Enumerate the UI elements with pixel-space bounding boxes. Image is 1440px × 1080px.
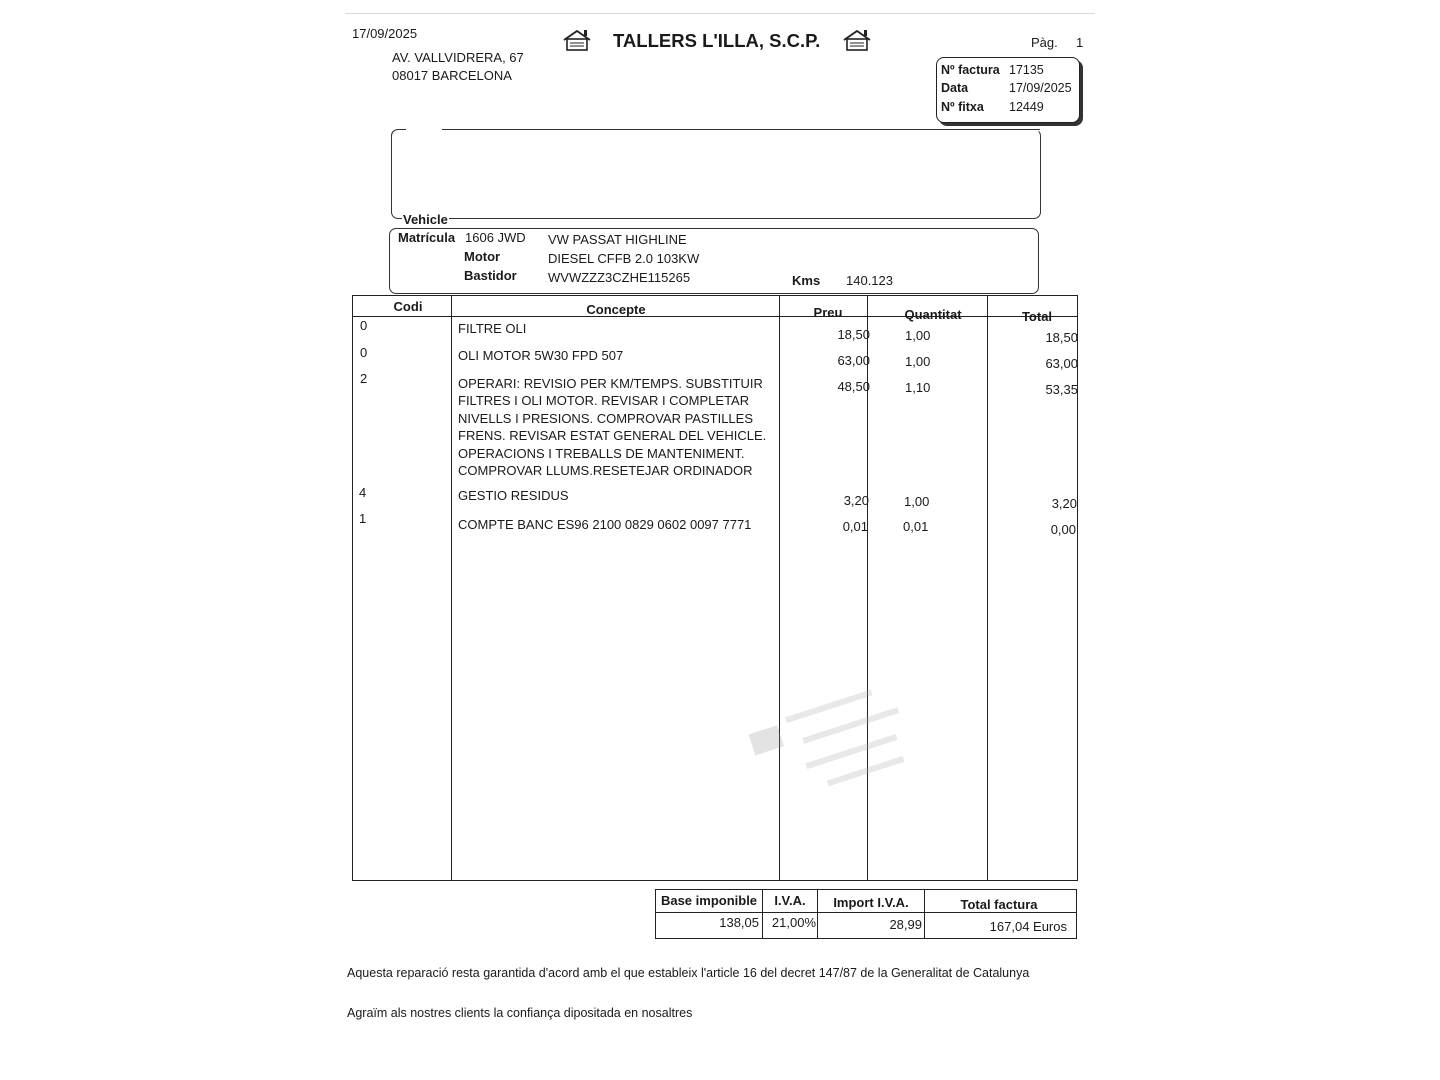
address-line2: 08017 BARCELONA bbox=[392, 68, 512, 83]
total-value: 167,04 Euros bbox=[989, 919, 1067, 934]
row-3-code: 2 bbox=[360, 371, 368, 386]
address-line1: AV. VALLVIDRERA, 67 bbox=[392, 50, 524, 65]
plate-value: 1606 JWD bbox=[465, 230, 526, 245]
file-number: 12449 bbox=[1009, 100, 1044, 114]
row-2-price: 63,00 bbox=[837, 353, 870, 368]
base-label: Base imponible bbox=[660, 893, 758, 908]
column-rule bbox=[451, 296, 452, 880]
client-box bbox=[391, 129, 1041, 219]
row-4-concept: GESTIO RESIDUS bbox=[458, 488, 569, 503]
row-3-total: 53,35 bbox=[1045, 382, 1078, 397]
row-2-total: 63,00 bbox=[1045, 356, 1078, 371]
row-5-total: 0,00 bbox=[1050, 522, 1076, 537]
file-number-label: Nº fitxa bbox=[941, 100, 984, 114]
header-concept: Concepte bbox=[586, 302, 646, 317]
row-1-quantity: 1,00 bbox=[905, 328, 931, 343]
client-box-top-rule bbox=[442, 129, 1040, 130]
row-4-price: 3,20 bbox=[843, 493, 869, 508]
vat-amount-label: Import I.V.A. bbox=[833, 895, 909, 910]
vat-value: 21,00% bbox=[771, 915, 816, 930]
row-3-concept-line: OPERARI: REVISIO PER KM/TEMPS. SUBSTITUIR bbox=[458, 376, 763, 391]
top-rule bbox=[345, 13, 1095, 14]
row-4-total: 3,20 bbox=[1051, 496, 1077, 511]
row-1-total: 18,50 bbox=[1045, 330, 1078, 345]
page-number: 1 bbox=[1076, 35, 1084, 50]
company-name: TALLERS L'ILLA, S.C.P. bbox=[613, 30, 821, 51]
row-3-concept-line: FRENS. REVISAR ESTAT GENERAL DEL VEHICLE. bbox=[458, 428, 767, 444]
motor-label: Motor bbox=[464, 249, 501, 264]
row-3-concept-line: COMPROVAR LLUMS.RESETEJAR ORDINADOR bbox=[458, 463, 753, 479]
header-quantity: Quantitat bbox=[904, 307, 962, 322]
row-5-code: 1 bbox=[359, 511, 367, 526]
vehicle-legend: Vehicle bbox=[403, 212, 448, 227]
company-stamp bbox=[745, 665, 945, 815]
page-label: Pàg. bbox=[1031, 35, 1058, 50]
row-3-price: 48,50 bbox=[837, 379, 870, 394]
row-1-price: 18,50 bbox=[837, 327, 870, 342]
header-price: Preu bbox=[813, 305, 843, 320]
motor-value: DIESEL CFFB 2.0 103KW bbox=[548, 251, 700, 266]
invoice-info-box bbox=[936, 57, 1080, 123]
row-1-concept: FILTRE OLI bbox=[458, 321, 527, 336]
row-2-quantity: 1,00 bbox=[905, 354, 931, 369]
print-date: 17/09/2025 bbox=[352, 26, 418, 41]
thanks-note: Agraïm als nostres clients la confiança dipositada en nosaltres bbox=[347, 1006, 693, 1020]
total-label: Total factura bbox=[960, 897, 1038, 912]
chassis-value: WVWZZZ3CZHE115265 bbox=[548, 270, 691, 285]
kms-label: Kms bbox=[792, 273, 821, 288]
row-4-quantity: 1,00 bbox=[904, 494, 930, 509]
house-logo-icon bbox=[842, 28, 872, 52]
row-3-concept bbox=[458, 375, 778, 479]
header-code: Codi bbox=[393, 299, 423, 314]
row-4-code: 4 bbox=[359, 485, 367, 500]
invoice-number: 17135 bbox=[1009, 63, 1044, 77]
row-5-concept: COMPTE BANC ES96 2100 0829 0602 0097 7771 bbox=[458, 517, 752, 532]
row-3-concept-line: OPERACIONS I TREBALLS DE MANTENIMENT. bbox=[458, 445, 745, 461]
kms-value: 140.123 bbox=[846, 273, 893, 288]
house-logo-icon bbox=[562, 28, 592, 52]
row-3-concept-line: NIVELLS I PRESIONS. COMPROVAR PASTILLES bbox=[458, 410, 753, 426]
column-rule bbox=[987, 296, 988, 880]
plate-label: Matrícula bbox=[398, 230, 456, 245]
vehicle-model: VW PASSAT HIGHLINE bbox=[548, 232, 687, 247]
totals-header-rule bbox=[656, 912, 1076, 913]
row-5-price: 0,01 bbox=[842, 519, 868, 534]
base-value: 138,05 bbox=[719, 915, 759, 930]
vat-label: I.V.A. bbox=[774, 893, 806, 908]
row-2-code: 0 bbox=[360, 345, 368, 360]
invoice-date: 17/09/2025 bbox=[1009, 81, 1072, 95]
invoice-date-label: Data bbox=[941, 81, 969, 95]
client-box-corner bbox=[391, 129, 406, 144]
row-3-concept-line: FILTRES I OLI MOTOR. REVISAR I COMPLETAR bbox=[458, 393, 750, 409]
totals-table bbox=[655, 889, 1077, 939]
row-1-code: 0 bbox=[360, 318, 368, 333]
guarantee-note: Aquesta reparació resta garantida d'acord amb el que estableix l'article 16 del decret 147/87 de la Generalitat de Catalunya bbox=[347, 966, 1030, 980]
header-total: Total bbox=[1021, 309, 1053, 324]
row-2-concept: OLI MOTOR 5W30 FPD 507 bbox=[458, 348, 624, 363]
invoice-number-label: Nº factura bbox=[941, 63, 1000, 77]
vat-amount-value: 28,99 bbox=[889, 917, 922, 932]
row-5-quantity: 0,01 bbox=[903, 519, 929, 534]
row-3-quantity: 1,10 bbox=[905, 380, 931, 395]
chassis-label: Bastidor bbox=[464, 268, 517, 283]
